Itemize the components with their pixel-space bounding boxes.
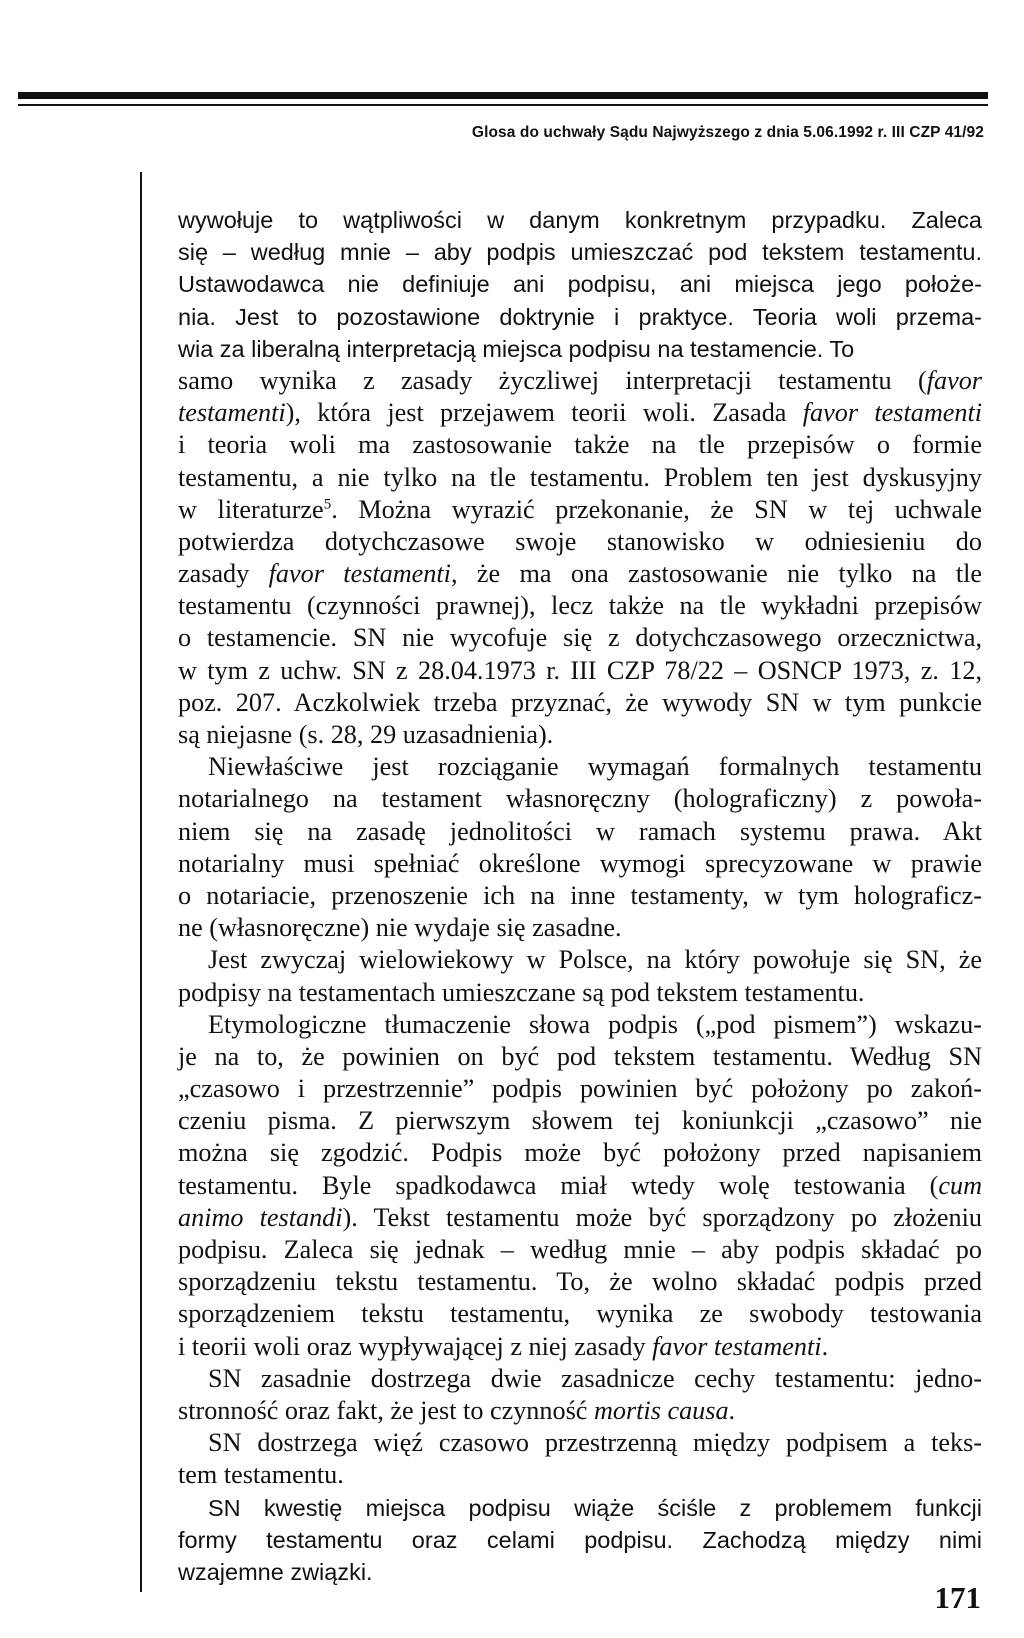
text-line: Niewłaściwe jest rozciąganie wymagań formalnych testamentu (208, 752, 982, 782)
text-line: wzajemne związki. (178, 1558, 373, 1585)
text-line: wywołuje to wątpliwości w danym konkretnym przypadku. Zaleca (178, 207, 982, 233)
text-line: testamentu. Byle spadkodawca miał wtedy wolę testowania (cum (178, 1170, 982, 1200)
paragraph (178, 204, 982, 365)
body-text (178, 204, 982, 1588)
paragraph (178, 1363, 982, 1427)
text-line: i teorii woli oraz wypływającej z niej zasady favor testamenti. (178, 1331, 829, 1361)
text-line: podpisu. Zaleca się jednak – według mnie – aby podpis składać po (178, 1235, 982, 1264)
text-line: czeniu pisma. Z pierwszym słowem tej koniunkcji „czasowo” nie (178, 1106, 982, 1136)
text-line: wia za liberalną interpretacją miejsca podpisu na testamencie. To (178, 335, 855, 362)
text-line: sporządzeniu tekstu testamentu. To, że wolno składać podpis przed (178, 1267, 982, 1297)
text-line: stronność oraz fakt, że jest to czynność mortis causa. (178, 1395, 736, 1425)
text-line: potwierdza dotychczasowe swoje stanowisko w odniesieniu do (178, 526, 982, 556)
text-line: podpisy na testamentach umieszczane są pod tekstem testamentu. (178, 977, 865, 1007)
text-line: Etymologiczne tłumaczenie słowa podpis („pod pismem”) wskazu- (208, 1009, 982, 1039)
text-line: można się zgodzić. Podpis może być położony przed napisaniem (178, 1138, 982, 1168)
text-line: poz. 207. Aczkolwiek trzeba przyznać, że wywody SN w tym punkcie (178, 687, 982, 717)
text-line: Ustawodawca nie definiuje ani podpisu, ani miejsca jego położe- (178, 271, 982, 298)
text-line: ne (własnoręczne) nie wydaje się zasadne. (178, 913, 622, 943)
paragraph (178, 944, 982, 1008)
text-line: testamentu, a nie tylko na tle testamentu. Problem ten jest dyskusyjny (178, 462, 982, 492)
paragraph (178, 1427, 982, 1491)
margin-bar (140, 172, 142, 1592)
paragraph (178, 751, 982, 944)
text-line: o testamencie. SN nie wycofuje się z dotychczasowego orzecznictwa, (178, 623, 982, 653)
header-rule-thin (18, 104, 988, 106)
text-line: w tym z uchw. SN z 28.04.1973 r. III CZP 78/22 – OSNCP 1973, z. 12, (178, 655, 982, 685)
text-line: niem się na zasadę jednolitości w ramach systemu prawa. Akt (178, 816, 982, 846)
text-line: SN kwestię miejsca podpisu wiąże ściśle z problemem funkcji (208, 1494, 982, 1521)
text-line: samo wynika z zasady życzliwej interpretacji testamentu (favor (178, 365, 982, 395)
text-line: „czasowo i przestrzennie” podpis powinien być położony po zakoń- (178, 1074, 982, 1104)
text-line: się – według mnie – aby podpis umieszczać pod tekstem testamentu. (178, 239, 982, 266)
text-line: są niejasne (s. 28, 29 uzasadnienia). (178, 720, 554, 749)
paragraph (178, 1492, 982, 1589)
text-line: sporządzeniem tekstu testamentu, wynika ze swobody testowania (178, 1299, 982, 1329)
text-line: testamenti), która jest przejawem teorii woli. Zasada favor testamenti (178, 398, 982, 428)
text-line: animo testandi). Tekst testamentu może być sporządzony po złożeniu (178, 1202, 982, 1232)
page-number: 171 (934, 1580, 981, 1615)
text-line: formy testamentu oraz celami podpisu. Zachodzą między nimi (178, 1526, 982, 1553)
header-rule-thick (18, 92, 988, 99)
text-line: SN zasadnie dostrzega dwie zasadnicze cechy testamentu: jedno- (208, 1363, 982, 1393)
text-line: notarialny musi spełniać określone wymogi sprecyzowane w prawie (178, 848, 982, 878)
text-line: notarialnego na testament własnoręczny (holograficzny) z powoła- (178, 784, 982, 814)
paragraph (178, 1009, 982, 1363)
running-header: Glosa do uchwały Sądu Najwyższego z dnia 5.06.1992 r. III CZP 41/92 (471, 124, 984, 141)
text-line: w literaturze$^5$. Można wyrazić przekonanie, że SN w tej uchwale (178, 494, 982, 524)
text-line: Jest zwyczaj wielowiekowy w Polsce, na który powołuje się SN, że (208, 945, 982, 975)
paragraph (178, 365, 982, 751)
text-line: SN dostrzega więź czasowo przestrzenną między podpisem a teks- (208, 1428, 982, 1458)
text-line: testamentu (czynności prawnej), lecz także na tle wykładni przepisów (178, 591, 982, 621)
text-line: nia. Jest to pozostawione doktrynie i praktyce. Teoria woli przema- (178, 303, 982, 330)
text-line: je na to, że powinien on być pod tekstem testamentu. Według SN (178, 1041, 982, 1071)
text-line: zasady favor testamenti, że ma ona zastosowanie nie tylko na tle (178, 559, 982, 589)
text-line: tem testamentu. (178, 1460, 344, 1490)
text-line: i teoria woli ma zastosowanie także na tle przepisów o formie (178, 430, 982, 460)
text-line: o notariacie, przenoszenie ich na inne testamenty, w tym holograficz- (178, 880, 982, 910)
